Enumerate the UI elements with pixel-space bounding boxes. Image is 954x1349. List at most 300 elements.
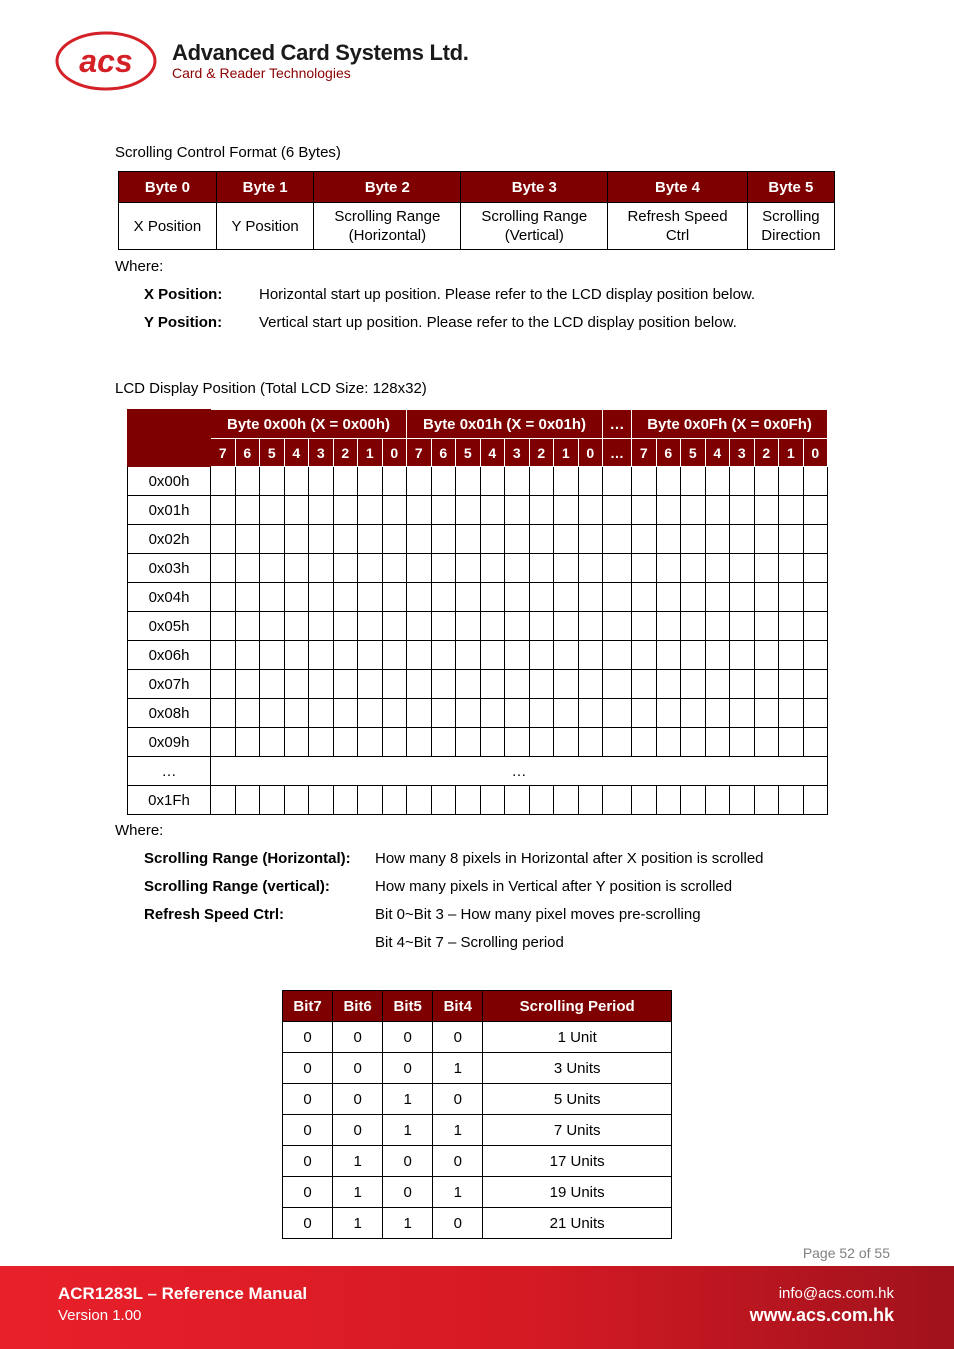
lcd-cell xyxy=(803,670,828,699)
lcd-cell xyxy=(358,670,383,699)
lcd-cell xyxy=(779,496,804,525)
lcd-bit-header: 2 xyxy=(754,439,779,467)
lcd-cell xyxy=(333,612,358,641)
lcd-bit-header: 7 xyxy=(632,439,657,467)
lcd-cell xyxy=(779,612,804,641)
lcd-byte-header: Byte 0x01h (X = 0x01h) xyxy=(407,410,603,439)
period-cell: 0 xyxy=(383,1146,433,1177)
lcd-cell xyxy=(529,728,554,757)
lcd-cell xyxy=(235,670,260,699)
lcd-cell xyxy=(578,612,603,641)
period-cell: 1 xyxy=(333,1146,383,1177)
lcd-bit-header: 2 xyxy=(333,439,358,467)
lcd-cell xyxy=(554,525,579,554)
lcd-cell xyxy=(754,786,779,815)
lcd-cell xyxy=(211,467,236,496)
byte-cell: Refresh Speed Ctrl xyxy=(608,203,747,250)
lcd-cell xyxy=(235,786,260,815)
lcd-cell xyxy=(260,554,285,583)
lcd-cell xyxy=(803,496,828,525)
period-cell: 0 xyxy=(433,1146,483,1177)
lcd-bit-header: 6 xyxy=(656,439,681,467)
period-cell: 0 xyxy=(433,1022,483,1053)
lcd-cell xyxy=(603,786,632,815)
lcd-cell xyxy=(505,728,530,757)
lcd-cell xyxy=(358,583,383,612)
lcd-cell xyxy=(681,641,706,670)
lcd-cell xyxy=(681,583,706,612)
lcd-cell xyxy=(632,496,657,525)
lcd-cell xyxy=(333,728,358,757)
lcd-cell xyxy=(603,496,632,525)
period-cell: 0 xyxy=(433,1084,483,1115)
lcd-cell xyxy=(456,670,481,699)
period-cell: 1 xyxy=(433,1053,483,1084)
footer-website[interactable]: www.acs.com.hk xyxy=(749,1305,894,1325)
lcd-cell xyxy=(333,525,358,554)
lcd-cell xyxy=(632,641,657,670)
lcd-cell xyxy=(284,583,309,612)
lcd-cell xyxy=(603,554,632,583)
lcd-cell xyxy=(235,554,260,583)
lcd-row xyxy=(128,670,828,699)
lcd-cell xyxy=(505,670,530,699)
lcd-byte-header: Byte 0x00h (X = 0x00h) xyxy=(211,410,407,439)
refresh-ctrl-desc: Bit 0~Bit 3 – How many pixel moves pre-scrolling xyxy=(375,906,701,923)
lcd-cell xyxy=(309,641,334,670)
lcd-row-label: 0x08h xyxy=(128,699,211,728)
lcd-cell xyxy=(456,699,481,728)
lcd-row xyxy=(128,554,828,583)
lcd-cell xyxy=(407,641,432,670)
lcd-cell xyxy=(407,612,432,641)
lcd-row xyxy=(128,583,828,612)
period-cell: 0 xyxy=(283,1115,333,1146)
v-range-term: Scrolling Range (vertical): xyxy=(144,878,330,895)
period-cell: 0 xyxy=(283,1084,333,1115)
lcd-cell xyxy=(529,467,554,496)
lcd-bit-header: 3 xyxy=(730,439,755,467)
company-name: Advanced Card Systems Ltd. xyxy=(172,40,469,65)
lcd-row-label: 0x02h xyxy=(128,525,211,554)
lcd-cell xyxy=(754,554,779,583)
lcd-row-label: 0x04h xyxy=(128,583,211,612)
lcd-cell xyxy=(578,670,603,699)
lcd-cell xyxy=(480,641,505,670)
period-cell: 0 xyxy=(333,1084,383,1115)
lcd-cell xyxy=(554,670,579,699)
lcd-cell xyxy=(754,467,779,496)
lcd-cell xyxy=(505,641,530,670)
lcd-cell xyxy=(382,554,407,583)
lcd-cell xyxy=(235,583,260,612)
lcd-cell xyxy=(730,467,755,496)
lcd-cell xyxy=(480,699,505,728)
scroll-format-table xyxy=(118,171,835,250)
lcd-cell xyxy=(730,496,755,525)
x-position-term: X Position: xyxy=(144,286,223,303)
lcd-cell xyxy=(456,583,481,612)
lcd-cell xyxy=(260,612,285,641)
lcd-cell xyxy=(211,496,236,525)
lcd-cell xyxy=(211,525,236,554)
lcd-cell xyxy=(407,728,432,757)
h-range-desc: How many 8 pixels in Horizontal after X position is scrolled xyxy=(375,850,764,867)
lcd-cell xyxy=(779,641,804,670)
period-cell: 0 xyxy=(333,1022,383,1053)
period-header: Scrolling Period xyxy=(483,991,672,1022)
lcd-cell xyxy=(211,786,236,815)
period-cell: 1 xyxy=(383,1208,433,1239)
lcd-cell xyxy=(358,612,383,641)
lcd-cell xyxy=(803,641,828,670)
lcd-cell xyxy=(358,467,383,496)
lcd-cell xyxy=(505,554,530,583)
lcd-cell xyxy=(480,612,505,641)
lcd-cell xyxy=(705,670,730,699)
lcd-cell xyxy=(284,728,309,757)
lcd-cell xyxy=(656,786,681,815)
lcd-cell xyxy=(333,699,358,728)
lcd-cell xyxy=(603,641,632,670)
lcd-cell xyxy=(578,699,603,728)
period-cell: 0 xyxy=(383,1053,433,1084)
lcd-cell xyxy=(382,670,407,699)
lcd-cell xyxy=(407,670,432,699)
lcd-cell xyxy=(730,786,755,815)
lcd-bit-header: 1 xyxy=(779,439,804,467)
lcd-cell xyxy=(382,496,407,525)
period-row xyxy=(283,1177,672,1208)
lcd-cell xyxy=(705,786,730,815)
period-cell: 0 xyxy=(433,1208,483,1239)
lcd-cell xyxy=(529,670,554,699)
lcd-cell xyxy=(211,641,236,670)
x-position-desc: Horizontal start up position. Please refer to the LCD display position below. xyxy=(259,286,756,303)
lcd-cell xyxy=(333,641,358,670)
period-header: Bit7 xyxy=(283,991,333,1022)
lcd-cell xyxy=(730,641,755,670)
lcd-position-table xyxy=(127,409,828,815)
lcd-cell xyxy=(333,467,358,496)
lcd-cell xyxy=(656,554,681,583)
lcd-cell xyxy=(681,554,706,583)
lcd-bit-header: 3 xyxy=(309,439,334,467)
lcd-cell xyxy=(407,525,432,554)
lcd-cell xyxy=(309,728,334,757)
period-cell: 0 xyxy=(333,1115,383,1146)
lcd-cell xyxy=(333,496,358,525)
lcd-cell xyxy=(382,612,407,641)
lcd-cell xyxy=(705,728,730,757)
lcd-cell xyxy=(578,728,603,757)
lcd-row xyxy=(128,728,828,757)
lcd-cell xyxy=(578,554,603,583)
lcd-cell xyxy=(358,525,383,554)
byte-cell: Scrolling Direction xyxy=(747,203,834,250)
lcd-cell xyxy=(407,554,432,583)
lcd-cell xyxy=(235,728,260,757)
lcd-cell xyxy=(705,467,730,496)
footer-version: Version 1.00 xyxy=(58,1307,142,1324)
lcd-cell xyxy=(260,496,285,525)
byte-cell: Scrolling Range (Vertical) xyxy=(461,203,608,250)
lcd-byte-header: Byte 0x0Fh (X = 0x0Fh) xyxy=(632,410,828,439)
lcd-cell xyxy=(505,583,530,612)
lcd-bit-header: 1 xyxy=(554,439,579,467)
lcd-cell xyxy=(554,583,579,612)
lcd-row xyxy=(128,612,828,641)
lcd-cell xyxy=(681,670,706,699)
lcd-cell xyxy=(260,641,285,670)
lcd-row xyxy=(128,525,828,554)
lcd-cell xyxy=(681,612,706,641)
lcd-row-label: 0x1Fh xyxy=(128,786,211,815)
lcd-cell xyxy=(260,525,285,554)
period-cell: 5 Units xyxy=(483,1084,672,1115)
lcd-cell xyxy=(431,525,456,554)
lcd-cell xyxy=(803,467,828,496)
lcd-cell xyxy=(754,699,779,728)
lcd-cell xyxy=(705,641,730,670)
lcd-cell xyxy=(603,583,632,612)
lcd-cell xyxy=(730,612,755,641)
lcd-cell xyxy=(333,583,358,612)
lcd-cell xyxy=(309,467,334,496)
lcd-cell xyxy=(309,496,334,525)
lcd-cell xyxy=(284,554,309,583)
lcd-cell xyxy=(730,670,755,699)
lcd-cell xyxy=(358,496,383,525)
lcd-cell xyxy=(529,612,554,641)
lcd-row xyxy=(128,699,828,728)
scrolling-period-table xyxy=(282,990,672,1239)
byte-header: Byte 0 xyxy=(119,172,217,203)
lcd-cell xyxy=(309,554,334,583)
lcd-cell xyxy=(803,525,828,554)
lcd-cell xyxy=(431,467,456,496)
lcd-cell xyxy=(284,670,309,699)
period-cell: 1 xyxy=(333,1208,383,1239)
byte-header: Byte 3 xyxy=(461,172,608,203)
lcd-bit-header: 6 xyxy=(235,439,260,467)
lcd-gap-cell: … xyxy=(211,757,828,786)
lcd-cell xyxy=(260,786,285,815)
lcd-row-label: … xyxy=(128,757,211,786)
lcd-bit-header: 5 xyxy=(456,439,481,467)
y-position-desc: Vertical start up position. Please refer to the LCD display position below. xyxy=(259,314,737,331)
lcd-cell xyxy=(803,612,828,641)
lcd-bit-header: 0 xyxy=(803,439,828,467)
period-cell: 1 Unit xyxy=(483,1022,672,1053)
lcd-cell xyxy=(480,467,505,496)
period-row xyxy=(283,1146,672,1177)
lcd-cell xyxy=(431,554,456,583)
where-label-2: Where: xyxy=(115,822,164,839)
lcd-cell xyxy=(632,583,657,612)
period-cell: 1 xyxy=(383,1115,433,1146)
lcd-cell xyxy=(211,583,236,612)
lcd-cell xyxy=(480,554,505,583)
lcd-cell xyxy=(656,525,681,554)
period-cell: 1 xyxy=(433,1177,483,1208)
lcd-cell xyxy=(578,641,603,670)
lcd-cell xyxy=(681,525,706,554)
period-cell: 0 xyxy=(283,1022,333,1053)
where-label: Where: xyxy=(115,258,164,275)
lcd-cell xyxy=(211,699,236,728)
lcd-cell xyxy=(505,786,530,815)
lcd-row-label: 0x05h xyxy=(128,612,211,641)
lcd-cell xyxy=(656,641,681,670)
lcd-cell xyxy=(235,699,260,728)
lcd-cell xyxy=(578,496,603,525)
lcd-cell xyxy=(309,670,334,699)
lcd-cell xyxy=(603,467,632,496)
period-cell: 1 xyxy=(383,1084,433,1115)
refresh-ctrl-term: Refresh Speed Ctrl: xyxy=(144,906,285,923)
lcd-cell xyxy=(705,612,730,641)
lcd-bit-header: 7 xyxy=(211,439,236,467)
lcd-cell xyxy=(456,496,481,525)
lcd-cell xyxy=(632,728,657,757)
footer-email[interactable]: info@acs.com.hk xyxy=(778,1285,894,1302)
lcd-cell xyxy=(705,554,730,583)
lcd-bit-header: 7 xyxy=(407,439,432,467)
lcd-cell xyxy=(456,612,481,641)
lcd-cell xyxy=(754,728,779,757)
lcd-corner xyxy=(128,410,211,467)
lcd-cell xyxy=(284,525,309,554)
lcd-cell xyxy=(235,467,260,496)
lcd-cell xyxy=(529,496,554,525)
scroll-format-caption: Scrolling Control Format (6 Bytes) xyxy=(115,144,341,161)
lcd-cell xyxy=(358,554,383,583)
lcd-cell xyxy=(456,467,481,496)
lcd-cell xyxy=(284,699,309,728)
lcd-cell xyxy=(480,786,505,815)
lcd-cell xyxy=(730,583,755,612)
lcd-cell xyxy=(235,612,260,641)
lcd-cell xyxy=(578,583,603,612)
byte-header: Byte 2 xyxy=(314,172,461,203)
lcd-cell xyxy=(681,786,706,815)
lcd-cell xyxy=(235,525,260,554)
lcd-cell xyxy=(803,728,828,757)
lcd-cell xyxy=(681,699,706,728)
lcd-cell xyxy=(656,699,681,728)
lcd-cell xyxy=(333,554,358,583)
lcd-cell xyxy=(779,670,804,699)
lcd-cell xyxy=(779,583,804,612)
lcd-cell xyxy=(681,467,706,496)
lcd-cell xyxy=(480,670,505,699)
period-row xyxy=(283,1208,672,1239)
lcd-cell xyxy=(705,699,730,728)
lcd-row xyxy=(128,786,828,815)
lcd-cell xyxy=(284,612,309,641)
lcd-cell xyxy=(309,525,334,554)
lcd-cell xyxy=(578,467,603,496)
lcd-cell xyxy=(431,728,456,757)
lcd-cell xyxy=(358,728,383,757)
period-header: Bit6 xyxy=(333,991,383,1022)
lcd-cell xyxy=(632,786,657,815)
lcd-cell xyxy=(211,728,236,757)
lcd-cell xyxy=(431,786,456,815)
lcd-cell xyxy=(431,612,456,641)
period-header: Bit4 xyxy=(433,991,483,1022)
lcd-cell xyxy=(529,699,554,728)
lcd-cell xyxy=(529,554,554,583)
lcd-cell xyxy=(505,496,530,525)
lcd-cell xyxy=(456,525,481,554)
lcd-cell xyxy=(554,496,579,525)
lcd-cell xyxy=(431,670,456,699)
lcd-cell xyxy=(632,554,657,583)
lcd-cell xyxy=(480,728,505,757)
lcd-cell xyxy=(211,612,236,641)
lcd-cell xyxy=(529,641,554,670)
lcd-cell xyxy=(382,467,407,496)
lcd-cell xyxy=(779,786,804,815)
period-row xyxy=(283,1115,672,1146)
v-range-desc: How many pixels in Vertical after Y position is scrolled xyxy=(375,878,733,895)
period-cell: 21 Units xyxy=(483,1208,672,1239)
h-range-term: Scrolling Range (Horizontal): xyxy=(144,850,351,867)
lcd-cell xyxy=(730,525,755,554)
lcd-row xyxy=(128,496,828,525)
lcd-cell xyxy=(480,525,505,554)
period-header: Bit5 xyxy=(383,991,433,1022)
lcd-cell xyxy=(578,525,603,554)
lcd-cell xyxy=(554,786,579,815)
lcd-cell xyxy=(529,525,554,554)
lcd-cell xyxy=(578,786,603,815)
lcd-cell xyxy=(803,699,828,728)
lcd-cell xyxy=(284,786,309,815)
lcd-cell xyxy=(333,786,358,815)
lcd-row-label: 0x01h xyxy=(128,496,211,525)
lcd-bit-header: 5 xyxy=(681,439,706,467)
lcd-cell xyxy=(382,641,407,670)
lcd-cell xyxy=(656,612,681,641)
lcd-cell xyxy=(779,467,804,496)
lcd-bit-header: … xyxy=(603,439,632,467)
period-cell: 0 xyxy=(283,1177,333,1208)
lcd-row-label: 0x09h xyxy=(128,728,211,757)
lcd-cell xyxy=(456,786,481,815)
lcd-cell xyxy=(260,583,285,612)
lcd-row-gap xyxy=(128,757,828,786)
byte-cell: Scrolling Range (Horizontal) xyxy=(314,203,461,250)
period-cell: 19 Units xyxy=(483,1177,672,1208)
lcd-row-label: 0x00h xyxy=(128,467,211,496)
lcd-cell xyxy=(260,699,285,728)
byte-cell: Y Position xyxy=(216,203,314,250)
lcd-cell xyxy=(211,554,236,583)
lcd-cell xyxy=(754,670,779,699)
lcd-cell xyxy=(730,699,755,728)
lcd-cell xyxy=(705,583,730,612)
footer-title: ACR1283L – Reference Manual xyxy=(58,1284,308,1303)
lcd-cell xyxy=(705,496,730,525)
lcd-row xyxy=(128,641,828,670)
lcd-row xyxy=(128,467,828,496)
lcd-cell xyxy=(779,554,804,583)
lcd-cell xyxy=(382,728,407,757)
lcd-cell xyxy=(603,612,632,641)
